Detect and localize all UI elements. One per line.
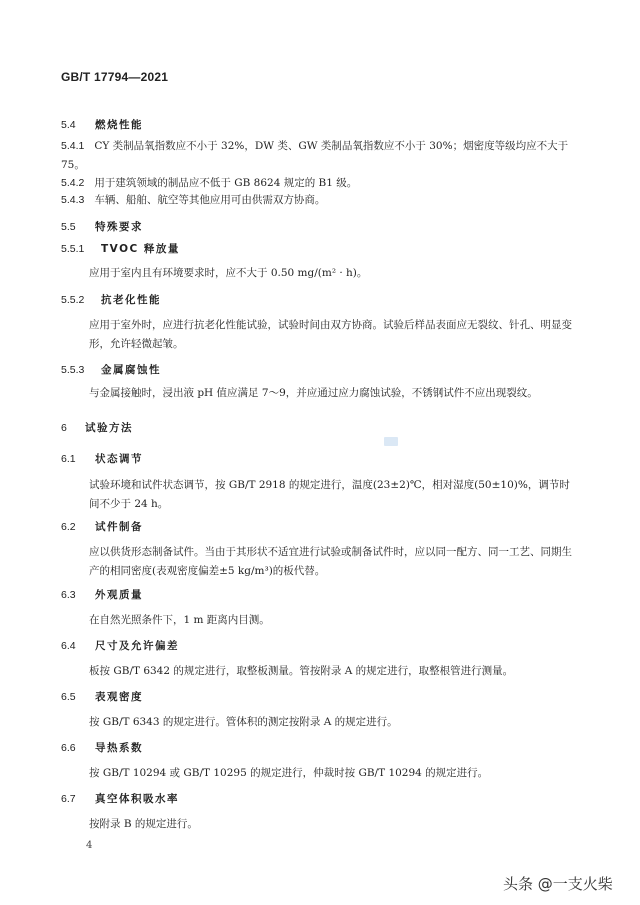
clause-5-5-3-text: 与金属接触时，浸出液 pH 值应满足 7～9，并应通过应力腐蚀试验，不锈钢试件不应出现裂纹。	[89, 387, 538, 399]
section-title: 外观质量	[95, 589, 143, 601]
clause-5-5-2-text: 应用于室外时，应进行抗老化性能试验，试验时间由双方协商。试验后样品表面应无裂纹、针孔、明显变形，允许轻微起皱。	[89, 319, 572, 350]
section-heading-6-3	[61, 587, 143, 602]
clause-number: 5.4.2	[61, 177, 85, 189]
section-heading-6-6	[61, 740, 143, 755]
watermark-text: 头条 @一支火柴	[503, 875, 613, 893]
section-title: 抗老化性能	[101, 294, 161, 306]
section-number: 6.6	[61, 742, 76, 754]
clause-number: 5.4.1	[61, 140, 85, 152]
section-title: TVOC 释放量	[101, 243, 180, 255]
section-number: 6.3	[61, 589, 76, 601]
section-title: 燃烧性能	[95, 119, 143, 131]
clause-5-5-1-text: 应用于室内且有环境要求时，应不大于 0.50 mg/(m² · h)。	[89, 267, 368, 279]
section-title: 状态调节	[95, 453, 143, 465]
clause-text: 用于建筑领域的制品应不低于 GB 8624 规定的 B1 级。	[94, 177, 358, 189]
section-heading-6-1	[61, 451, 143, 466]
section-heading-6-5	[61, 689, 143, 704]
clause-6-4-text: 板按 GB/T 6342 的规定进行，取整板测量。管按附录 A 的规定进行，取整根管进行测量。	[89, 665, 514, 677]
section-heading-5-5-3	[61, 362, 161, 377]
section-title: 金属腐蚀性	[101, 364, 161, 376]
section-heading-5-4	[61, 117, 143, 132]
clause-6-7-text: 按附录 B 的规定进行。	[89, 818, 198, 830]
section-number: 6.5	[61, 691, 76, 703]
section-number: 5.5.1	[61, 243, 85, 255]
section-title: 表观密度	[95, 691, 143, 703]
section-title: 尺寸及允许偏差	[95, 640, 179, 652]
clause-6-2-text: 应以供货形态制备试件。当由于其形状不适宜进行试验或制备试件时，应以同一配方、同一工艺、同期生产的相同密度(表观密度偏差±5 kg/m³)的板代替。	[89, 546, 572, 577]
section-heading-5-5	[61, 219, 143, 234]
section-title: 导热系数	[95, 742, 143, 754]
section-number: 6.2	[61, 521, 76, 533]
section-title: 试验方法	[85, 422, 133, 434]
page-number: 4	[86, 840, 93, 851]
clause-6-1-text: 试验环境和试件状态调节，按 GB/T 2918 的规定进行，温度(23±2)℃，相对湿度(50±10)%，调节时间不少于 24 h。	[89, 479, 570, 510]
section-title: 真空体积吸水率	[95, 793, 179, 805]
section-heading-6-4	[61, 638, 179, 653]
section-heading-5-5-1	[61, 241, 180, 256]
section-number: 6.7	[61, 793, 76, 805]
section-title: 试件制备	[95, 521, 143, 533]
section-number: 6.4	[61, 640, 76, 652]
section-number: 6.1	[61, 453, 76, 465]
section-heading-5-5-2	[61, 292, 161, 307]
clause-text: CY 类制品氧指数应不小于 32%，DW 类、GW 类制品氧指数应不小于 30%；烟密度等级均应不大于 75。	[61, 140, 569, 171]
clause-6-6-text: 按 GB/T 10294 或 GB/T 10295 的规定进行，仲裁时按 GB/T 10294 的规定进行。	[89, 767, 489, 779]
section-number: 6	[61, 422, 67, 434]
section-number: 5.4	[61, 119, 76, 131]
clause-5-4-1	[61, 137, 579, 175]
section-number: 5.5.2	[61, 294, 85, 306]
section-title: 特殊要求	[95, 221, 143, 233]
clause-6-5-text: 按 GB/T 6343 的规定进行。管体积的测定按附录 A 的规定进行。	[89, 716, 398, 728]
clause-5-4-3	[61, 191, 579, 210]
section-heading-6-7	[61, 791, 179, 806]
watermark-logo-icon	[384, 437, 398, 446]
clause-text: 车辆、船舶、航空等其他应用可由供需双方协商。	[94, 194, 326, 206]
section-heading-6-2	[61, 519, 143, 534]
clause-6-3-text: 在自然光照条件下，1 m 距离内目测。	[89, 614, 270, 626]
section-number: 5.5.3	[61, 364, 85, 376]
standard-number: GB/T 17794—2021	[61, 70, 169, 84]
clause-number: 5.4.3	[61, 194, 85, 206]
section-heading-6	[61, 420, 133, 435]
section-number: 5.5	[61, 221, 76, 233]
